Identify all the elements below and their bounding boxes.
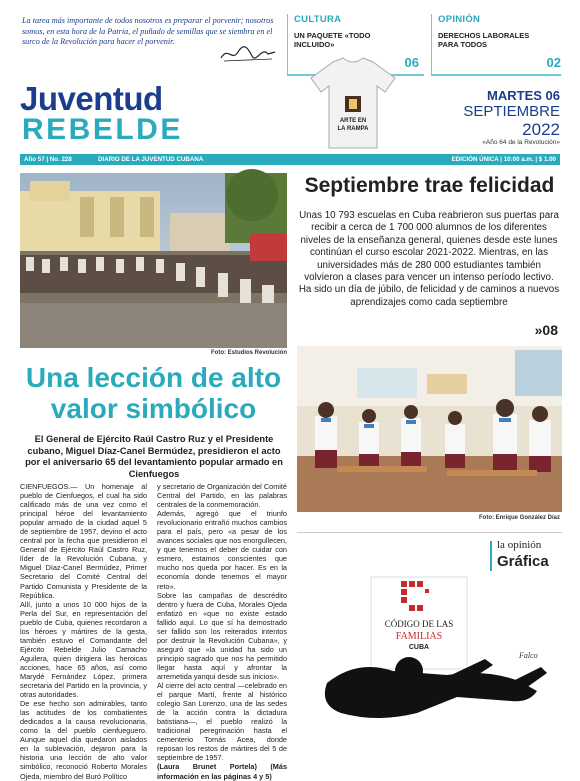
teaser-page-number: 06	[404, 55, 419, 70]
opinion-grafica	[297, 532, 562, 732]
top-strip	[0, 0, 580, 78]
logo-rebelde[interactable]: REBELDE	[22, 113, 183, 146]
paragraph: y secretario de Organización del Comité Central del Partido, en las palabras centrales de la conmemoración.	[157, 482, 287, 510]
issue-number: Año 57 | No. 228	[24, 156, 72, 163]
lead-deck: El General de Ejército Raúl Castro Ruz y el Presidente cubano, Miguel Díaz-Canel Bermúdez, presidieron el acto por el aniversario 65 del levantamiento popular armado en Cienfuegos	[25, 434, 283, 479]
teaser-section-name: OPINIÓN	[438, 14, 481, 25]
classroom-photo[interactable]	[297, 346, 562, 512]
paragraph: CIENFUEGOS.— Un homenaje al pueblo de Cienfuegos, el cual ha sido calificado más de una vez como el principal héroe del levantamiento popular armado de la ciudad aquel 5 de septiembre de 1957, devino el acto central por la fecha que presidieron el General de Ejército Raúl Castro Ruz, líder de la Revolución Cubana, y Miguel Díaz-Canel Bermúdez, Primer Secretario del Comité Central del Partido Comunista y Presidente de la República.	[20, 482, 147, 600]
issue-bar	[20, 154, 560, 165]
paragraph: Al cierre del acto central —celebrado en el parque Martí, frente al histórico colegio San Lorenzo, una de las sedes de la acción contra la dictadura batistiana—, el pueblo realizó la tradicional peregrinación hasta el cementerio Tomás Acea, donde reposan los restos de mártires del 5 de septiembre de 1957.	[157, 681, 287, 763]
second-story-headline[interactable]: Septiembre trae felicidad	[304, 174, 555, 197]
paragraph: Allí, junto a unos 10 000 hijos de la Perla del Sur, en representación del pueblo de Cuba, quienes recordaron a los héroes y mártires de la gesta, también estuvo el Comandante del Ejército Rebelde Julio Camacho Aguilera, quien dirigiera las heroicas acciones, hace 65 años, así como Marydé Fernández López, primera secretaria del Partido en la provincia, y otras autoridades.	[20, 599, 147, 700]
tshirt-icon	[307, 56, 399, 152]
date-year: 2022	[522, 120, 560, 139]
photo-credit: Foto: Enrique González Díaz	[478, 515, 560, 521]
second-story-body: Unas 10 793 escuelas en Cuba reabrieron sus puertas para recibir a cerca de 1 700 000 alumnos de los diferentes niveles de la enseñanza general, quienes desde este lunes continúan el curso escolar 2021-2022. Mientras, en las universidades más de 280 000 estudiantes también volvieron a clases para vencer un intenso período lectivo. Ha sido un día de júbilo, de felicidad y de caminos a nuevos aprendizajes como cada septiembre	[298, 210, 560, 308]
page-reference[interactable]: »08	[534, 322, 558, 338]
byline[interactable]: (Laura Brunet Portela) (Más información en las páginas 4 y 5)	[157, 762, 287, 781]
paragraph: De ese hecho son admirables, tanto las actitudes de los combatientes dedicados a la causa revolucionaria, como la del pueblo cienfueguero. Aunque aquel día quedaron aislados en la sublevación, dejaron para la historia una lección de alto valor simbólico, reconoció Roberto Morales Ojeda, miembro del Buró Político	[20, 699, 147, 781]
teaser-section-name: CULTURA	[294, 14, 342, 25]
book-title-line3: CUBA	[408, 644, 430, 651]
lead-column-2	[157, 482, 287, 781]
anniversary-line: «Año 64 de la Revolución»	[482, 139, 560, 146]
paragraph: Sobre las campañas de descrédito dentro y fuera de Cuba, Morales Ojeda enfatizó en «que no existe estado fallido aquí. Lo que sí ha demostrado ser fallido son los reiterados intentos por destruir la Revolución Cubana», y aseguró que «la unidad ha sido un principio sagrado que nos ha permitido llegar hasta aquí y afrontar la arremetida yanqui desde sus inicios».	[157, 590, 287, 681]
photo-credit: Foto: Estudios Revolución	[211, 350, 287, 356]
grafica-title: Gráfica	[497, 553, 549, 570]
ceremony-photo[interactable]	[20, 173, 287, 348]
signature-icon	[218, 40, 278, 66]
lead-headline[interactable]: Una lección de alto valor simbólico	[25, 362, 282, 424]
book-title-line1: CÓDIGO DE LAS	[384, 619, 454, 629]
date-month: SEPTIEMBRE	[463, 103, 560, 120]
edition-info: EDICIÓN ÚNICA | 10:00 a.m. | $ 1.00	[451, 156, 556, 163]
opinion-title: la opinión	[497, 539, 542, 551]
date-day: MARTES 06	[487, 88, 560, 103]
paragraph: Además, agregó que el triunfo revolucionario entrañó muchos cambios para el país, pero «a pesar de los avances sociales que nos enorgullecen, y que tenemos el deber de cuidar con esmero, estamos conscientes que mucho nos queda por hacer. Es en la economía donde tenemos el mayor reto».	[157, 509, 287, 591]
teaser-headline: UN PAQUETE «TODO INCLUIDO»	[294, 31, 371, 49]
teaser-headline: DERECHOS LABORALES PARA TODOS	[438, 31, 530, 49]
lead-column-1	[20, 482, 147, 781]
logo-juventud[interactable]: Juventud	[20, 80, 163, 117]
tshirt-text-line2: LA RAMPA	[337, 126, 369, 132]
founder-quote: La tarea más importante de todos nosotros es preparar el porvenir; nosotros somos, en esta hora de la Patria, el puñado de semillas que se siembra en el surco de la Revolución para hacer el porvenir.	[22, 16, 274, 46]
artist-signature: Falco	[519, 651, 538, 660]
cartoon-illustration[interactable]	[297, 563, 562, 733]
tagline: DIARIO DE LA JUVENTUD CUBANA	[98, 156, 204, 163]
book-title-line2: FAMILIAS	[395, 631, 443, 642]
masthead	[0, 76, 580, 154]
tshirt-text-line1: ARTE EN	[339, 118, 367, 124]
teaser-page-number: 02	[546, 55, 561, 70]
teaser-opinion[interactable]	[431, 14, 569, 74]
date-block	[463, 88, 560, 146]
